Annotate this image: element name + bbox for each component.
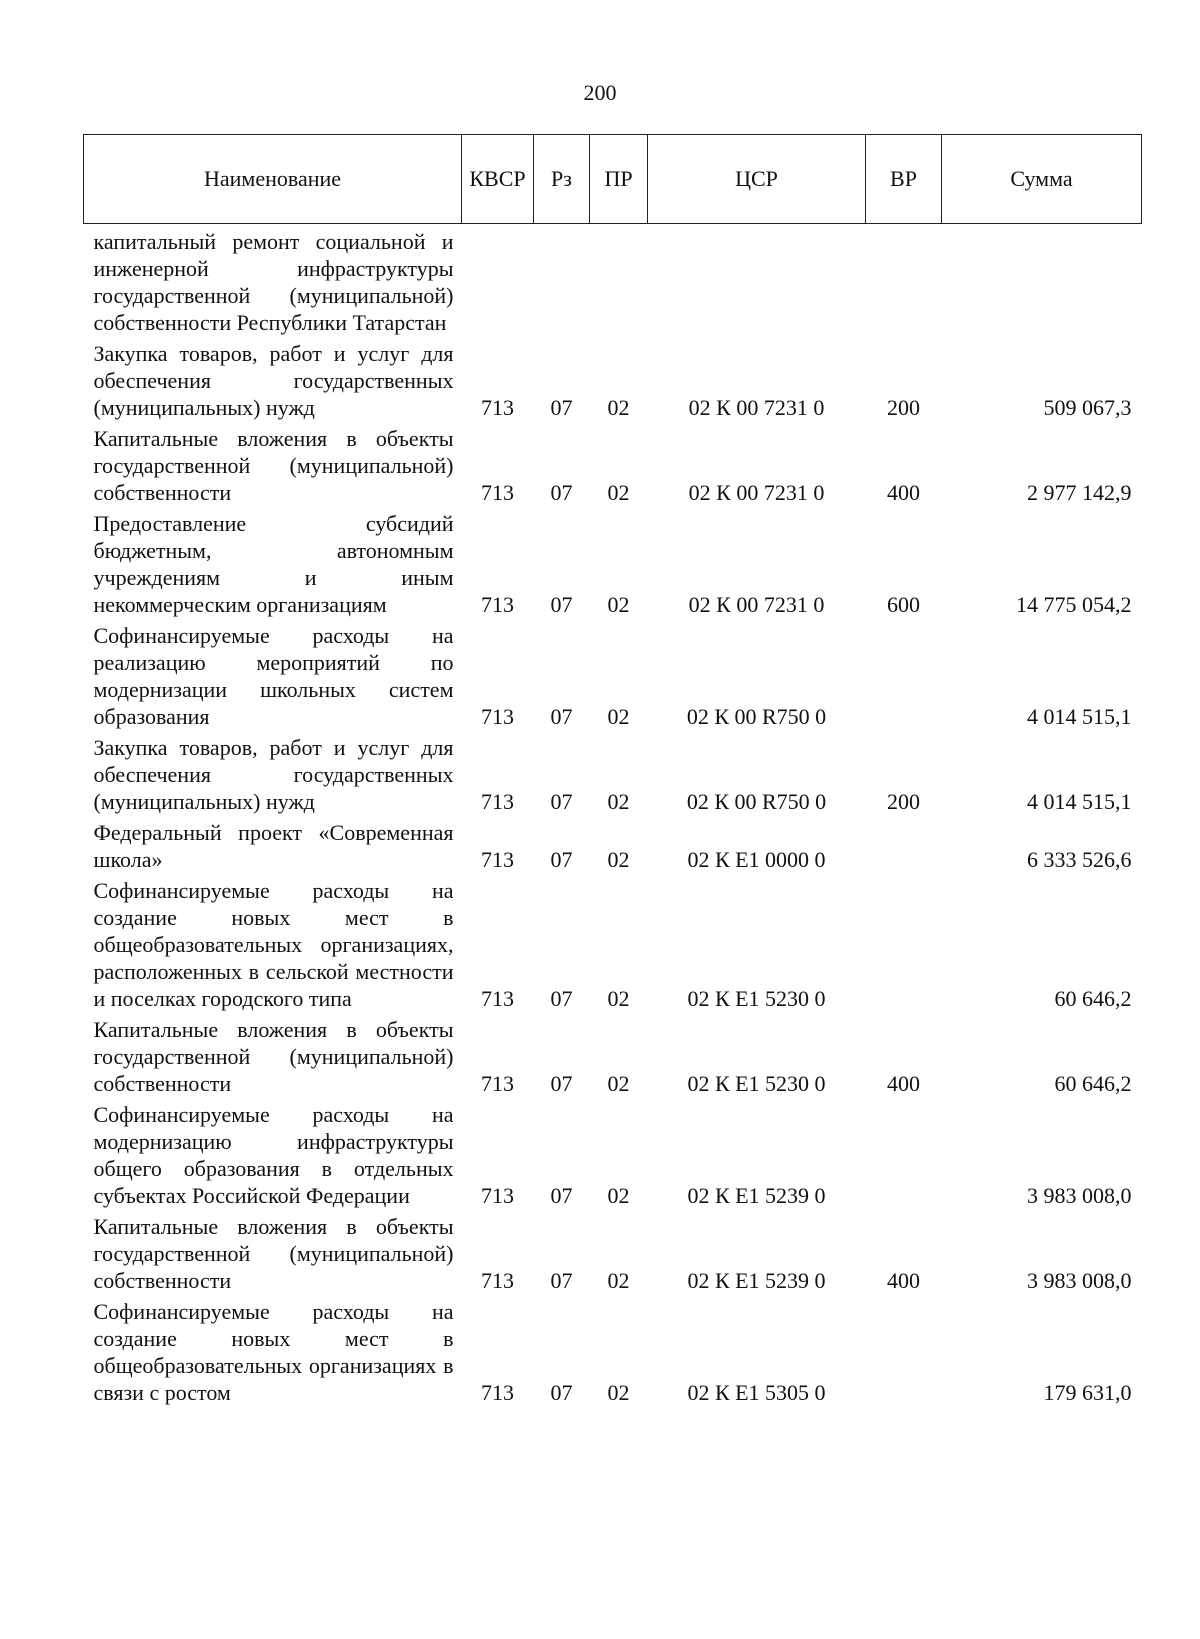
cell-rz: 07 [550, 1071, 573, 1096]
table-row [84, 338, 1142, 423]
cell-vr: 400 [887, 480, 920, 505]
cell-vr [866, 620, 942, 732]
cell-kvsr: 713 [481, 592, 514, 617]
table-row [84, 620, 1142, 732]
cell-sum: 60 646,2 [1054, 986, 1132, 1011]
cell-name: Софинансируемые расходы на создание новых мест в общеобразовательных организациях, расположенных в сельской местности и поселках городского типа [93, 878, 454, 1011]
cell-name: Софинансируемые расходы на модернизацию инфраструктуры общего образования в отдельных субъектах Российской Федерации [93, 1102, 454, 1208]
cell-sum: 3 983 008,0 [1027, 1268, 1132, 1293]
cell-rz: 07 [550, 395, 573, 420]
header-rz: Рз [534, 135, 590, 224]
table-row [84, 1099, 1142, 1211]
cell-rz [534, 224, 590, 339]
cell-rz: 07 [550, 847, 573, 872]
cell-csr [648, 224, 866, 339]
cell-rz: 07 [550, 592, 573, 617]
cell-vr [866, 1296, 942, 1408]
cell-kvsr: 713 [481, 1268, 514, 1293]
cell-pr: 02 [607, 395, 630, 420]
table-row [84, 423, 1142, 508]
cell-csr: 02 К 00 R750 0 [686, 789, 827, 814]
cell-kvsr: 713 [481, 986, 514, 1011]
cell-sum: 3 983 008,0 [1027, 1183, 1132, 1208]
table-row [84, 1014, 1142, 1099]
cell-rz: 07 [550, 1268, 573, 1293]
table-header [84, 135, 1142, 224]
page-number: 200 [583, 80, 617, 105]
cell-sum: 179 631,0 [1043, 1380, 1132, 1405]
cell-csr: 02 К Е1 5305 0 [687, 1380, 826, 1405]
header-name: Наименование [84, 135, 462, 224]
cell-rz: 07 [550, 1380, 573, 1405]
cell-sum: 4 014 515,1 [1027, 789, 1132, 814]
cell-pr: 02 [607, 986, 630, 1011]
cell-vr [866, 817, 942, 875]
cell-name: Капитальные вложения в объекты государственной (муниципальной) собственности [93, 1017, 454, 1096]
header-row [84, 135, 1142, 224]
cell-kvsr: 713 [481, 1183, 514, 1208]
cell-pr: 02 [607, 789, 630, 814]
cell-csr: 02 К Е1 5239 0 [687, 1183, 826, 1208]
cell-sum [942, 224, 1142, 339]
cell-name: капитальный ремонт социальной и инженерной инфраструктуры государственной (муниципальной) собственности Республики Татарстан [93, 229, 454, 335]
cell-sum: 4 014 515,1 [1027, 704, 1132, 729]
cell-name: Софинансируемые расходы на создание новых мест в общеобразовательных организациях в связи с ростом [93, 1299, 454, 1405]
cell-pr: 02 [607, 847, 630, 872]
cell-sum: 509 067,3 [1043, 395, 1132, 420]
cell-vr [866, 875, 942, 1014]
cell-pr: 02 [607, 704, 630, 729]
cell-kvsr: 713 [481, 395, 514, 420]
cell-csr: 02 К 00 R750 0 [686, 704, 827, 729]
cell-pr: 02 [607, 1268, 630, 1293]
table-row [84, 817, 1142, 875]
table-row [84, 508, 1142, 620]
cell-pr: 02 [607, 480, 630, 505]
table-row [84, 1211, 1142, 1296]
cell-name: Капитальные вложения в объекты государственной (муниципальной) собственности [93, 1214, 454, 1293]
cell-csr: 02 К 00 7231 0 [688, 592, 825, 617]
cell-name: Федеральный проект «Современная школа» [93, 820, 454, 872]
table-row [84, 732, 1142, 817]
table-row [84, 224, 1142, 339]
cell-csr: 02 К 00 7231 0 [688, 480, 825, 505]
cell-kvsr: 713 [481, 480, 514, 505]
cell-csr: 02 К 00 7231 0 [688, 395, 825, 420]
cell-kvsr: 713 [481, 789, 514, 814]
cell-vr: 400 [887, 1071, 920, 1096]
cell-vr: 200 [887, 789, 920, 814]
cell-pr: 02 [607, 1071, 630, 1096]
cell-vr [866, 224, 942, 339]
cell-kvsr: 713 [481, 704, 514, 729]
cell-vr [866, 1099, 942, 1211]
budget-table [83, 134, 1142, 1408]
cell-name: Закупка товаров, работ и услуг для обеспечения государственных (муниципальных) нужд [93, 341, 454, 420]
cell-rz: 07 [550, 789, 573, 814]
header-vr: ВР [866, 135, 942, 224]
table-row [84, 1296, 1142, 1408]
cell-sum: 60 646,2 [1054, 1071, 1132, 1096]
cell-csr: 02 К Е1 0000 0 [687, 847, 826, 872]
cell-rz: 07 [550, 1183, 573, 1208]
cell-sum: 6 333 526,6 [1027, 847, 1132, 872]
budget-table-container [83, 134, 1141, 1408]
cell-csr: 02 К Е1 5230 0 [687, 1071, 826, 1096]
header-kvsr: КВСР [462, 135, 534, 224]
table-row [84, 875, 1142, 1014]
cell-pr [590, 224, 648, 339]
cell-pr: 02 [607, 1183, 630, 1208]
cell-rz: 07 [550, 480, 573, 505]
cell-kvsr [462, 224, 534, 339]
cell-vr: 600 [887, 592, 920, 617]
cell-kvsr: 713 [481, 1380, 514, 1405]
cell-kvsr: 713 [481, 847, 514, 872]
cell-rz: 07 [550, 704, 573, 729]
cell-pr: 02 [607, 592, 630, 617]
cell-vr: 200 [887, 395, 920, 420]
cell-sum: 14 775 054,2 [1016, 592, 1132, 617]
table-body [84, 224, 1142, 1409]
cell-name: Софинансируемые расходы на реализацию мероприятий по модернизации школьных систем образования [93, 623, 454, 729]
cell-name: Закупка товаров, работ и услуг для обеспечения государственных (муниципальных) нужд [93, 735, 454, 814]
cell-vr: 400 [887, 1268, 920, 1293]
header-sum: Сумма [942, 135, 1142, 224]
cell-rz: 07 [550, 986, 573, 1011]
cell-sum: 2 977 142,9 [1027, 480, 1132, 505]
cell-pr: 02 [607, 1380, 630, 1405]
cell-csr: 02 К Е1 5230 0 [687, 986, 826, 1011]
header-pr: ПР [590, 135, 648, 224]
cell-csr: 02 К Е1 5239 0 [687, 1268, 826, 1293]
cell-name: Капитальные вложения в объекты государственной (муниципальной) собственности [93, 426, 454, 505]
header-csr: ЦСР [648, 135, 866, 224]
cell-kvsr: 713 [481, 1071, 514, 1096]
cell-name: Предоставление субсидий бюджетным, автономным учреждениям и иным некоммерческим организациям [93, 511, 454, 617]
